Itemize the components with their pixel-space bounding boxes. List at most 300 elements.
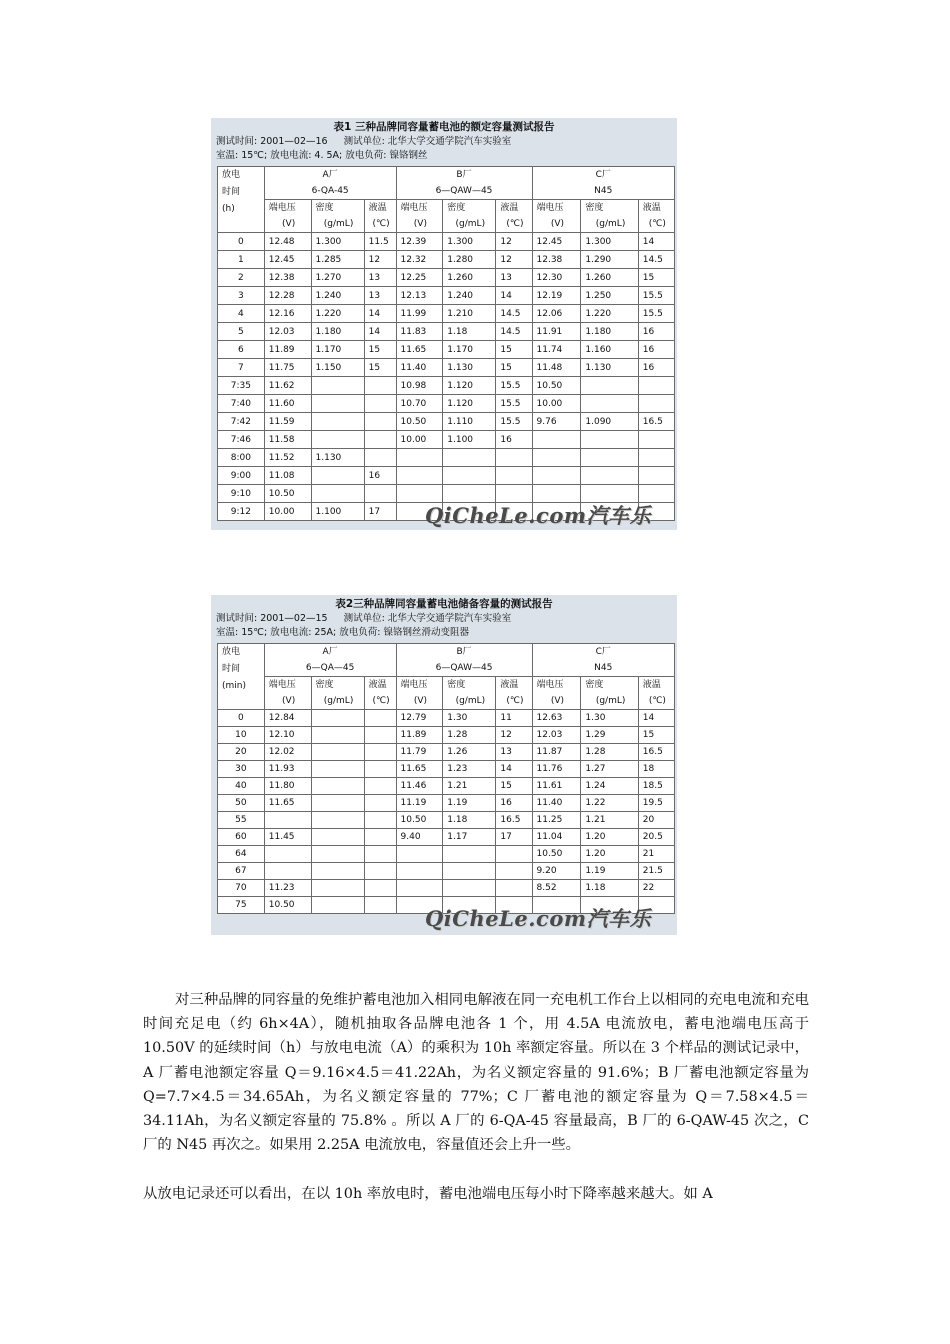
value-cell: 12.48	[264, 233, 311, 251]
time-cell: 67	[218, 863, 265, 880]
value-cell	[311, 863, 364, 880]
value-cell: 1.180	[311, 323, 364, 341]
subheader-label: 液温	[368, 680, 387, 690]
value-cell: 1.17	[443, 829, 496, 846]
value-cell: 12.45	[264, 251, 311, 269]
time-header-text: 放电	[222, 170, 241, 180]
subheader-unit: (g/mL)	[595, 219, 626, 229]
value-cell	[638, 449, 674, 467]
subheader-label: 端电压	[536, 680, 564, 690]
value-cell: 11.65	[264, 795, 311, 812]
value-cell: 1.19	[443, 795, 496, 812]
table-row	[218, 812, 675, 829]
subheader-label: 密度	[447, 203, 466, 213]
value-cell	[311, 795, 364, 812]
value-cell: 1.18	[443, 812, 496, 829]
value-cell	[311, 744, 364, 761]
value-cell	[311, 395, 364, 413]
subheader-unit: (g/mL)	[595, 696, 626, 706]
subheader-cell	[396, 677, 443, 710]
value-cell: 11.75	[264, 359, 311, 377]
value-cell	[396, 863, 443, 880]
value-cell: 12.16	[264, 305, 311, 323]
table2-title: 表2三种品牌同容量蓄电池储备容量的测试报告	[335, 598, 553, 610]
body-paragraph: 对三种品牌的同容量的免维护蓄电池加入相同电解液在同一充电机工作台上以相同的充电电流和充电时间充足电（约 6h×4A），随机抽取各品牌电池各 1 个，用 4.5A 电流放电，蓄电池端电压高于 10.50V 的延续时间（h）与放电电流（A）的乘积为 10h 率额定容量。所以在 3 个样品的测试记录中，A 厂蓄电池额定容量 Q＝9.16×4.5＝41.22Ah，为名义额定容量的 91.6%；B 厂蓄电池额定容量为 Q=7.7×4.5＝34.65Ah，为名义额定容量的 77%；C 厂蓄电池的额定容量为 Q＝7.58×4.5＝34.11Ah，为名义额定容量的 75.8% 。所以 A 厂的 6-QA-45 容量最高，B 厂的 6-QAW-45 次之，C 厂的 N45 再次之。如果用 2.25A 电流放电，容量值还会上升一些。	[143, 992, 809, 1154]
brand-model: 6-QA-45	[311, 186, 349, 196]
value-cell	[443, 467, 496, 485]
value-cell: 14	[364, 305, 396, 323]
value-cell: 12.19	[532, 287, 581, 305]
table-row	[218, 710, 675, 727]
subheader-label: 密度	[585, 680, 604, 690]
value-cell: 16	[638, 341, 674, 359]
subheader-label: 密度	[585, 203, 604, 213]
value-cell	[311, 431, 364, 449]
subheader-unit: (V)	[282, 696, 296, 706]
subheader-cell	[364, 200, 396, 233]
value-cell: 12.45	[532, 233, 581, 251]
subheader-unit: (V)	[413, 696, 427, 706]
brand-name: B厂	[456, 170, 472, 180]
value-cell: 12.39	[396, 233, 443, 251]
value-cell	[364, 727, 396, 744]
value-cell: 1.260	[443, 269, 496, 287]
value-cell: 14	[638, 233, 674, 251]
time-cell: 0	[218, 233, 265, 251]
value-cell: 1.240	[443, 287, 496, 305]
brand-name: A厂	[322, 647, 338, 657]
watermark-logo: QiCheLe.com汽车乐	[425, 503, 652, 528]
subheader-cell	[443, 200, 496, 233]
subheader-cell	[396, 200, 443, 233]
subheader-unit: (V)	[282, 219, 296, 229]
value-cell	[364, 485, 396, 503]
value-cell: 10.00	[264, 503, 311, 521]
value-cell	[311, 829, 364, 846]
subheader-unit: (℃)	[648, 219, 666, 229]
value-cell	[364, 795, 396, 812]
value-cell: 1.110	[443, 413, 496, 431]
value-cell: 11.76	[532, 761, 581, 778]
subheader-cell	[532, 200, 581, 233]
subheader-cell	[496, 200, 532, 233]
brand-model: N45	[594, 186, 613, 196]
value-cell: 20.5	[638, 829, 674, 846]
value-cell: 17	[364, 503, 396, 521]
value-cell: 11.52	[264, 449, 311, 467]
value-cell	[364, 761, 396, 778]
value-cell	[581, 467, 638, 485]
table1-title: 表1 三种品牌同容量蓄电池的额定容量测试报告	[333, 121, 555, 133]
time-cell: 7:40	[218, 395, 265, 413]
time-cell: 30	[218, 761, 265, 778]
value-cell: 1.130	[443, 359, 496, 377]
subheader-label: 液温	[642, 680, 661, 690]
table-row	[218, 467, 675, 485]
table-row	[218, 269, 675, 287]
value-cell	[496, 449, 532, 467]
value-cell	[443, 863, 496, 880]
subheader-row	[218, 200, 675, 233]
value-cell: 18.5	[638, 778, 674, 795]
value-cell: 11.93	[264, 761, 311, 778]
time-header-text: 时间	[222, 664, 241, 674]
subheader-unit: (g/mL)	[455, 696, 486, 706]
value-cell: 1.28	[581, 744, 638, 761]
value-cell: 14	[496, 287, 532, 305]
body-paragraph-continued: 从放电记录还可以看出，在以 10h 率放电时，蓄电池端电压每小时下降率越来越大。如 A	[143, 1186, 713, 1202]
table-row	[218, 359, 675, 377]
value-cell	[496, 863, 532, 880]
subheader-cell	[443, 677, 496, 710]
value-cell	[311, 710, 364, 727]
value-cell	[264, 846, 311, 863]
value-cell: 13	[364, 287, 396, 305]
value-cell: 11.99	[396, 305, 443, 323]
value-cell: 12.38	[264, 269, 311, 287]
table1-grid	[217, 166, 675, 521]
time-cell: 6	[218, 341, 265, 359]
brand-header-cell	[532, 644, 674, 677]
value-cell	[638, 377, 674, 395]
time-cell: 70	[218, 880, 265, 897]
value-cell: 1.20	[581, 846, 638, 863]
time-header-text: (h)	[222, 204, 235, 214]
value-cell: 18	[638, 761, 674, 778]
value-cell: 16	[496, 431, 532, 449]
value-cell: 1.280	[443, 251, 496, 269]
value-cell	[581, 431, 638, 449]
value-cell: 15.5	[638, 305, 674, 323]
value-cell	[364, 377, 396, 395]
table1-info-line2: 室温: 15℃; 放电电流: 4. 5A; 放电负荷: 镍铬钢丝	[216, 150, 428, 161]
value-cell: 11.23	[264, 880, 311, 897]
value-cell: 12	[496, 233, 532, 251]
value-cell: 14	[364, 323, 396, 341]
value-cell: 1.130	[581, 359, 638, 377]
table1-figure	[211, 118, 677, 530]
time-header-cell	[218, 644, 265, 710]
value-cell: 16	[638, 359, 674, 377]
value-cell: 11.83	[396, 323, 443, 341]
header-row	[218, 644, 675, 677]
value-cell	[532, 467, 581, 485]
value-cell: 12.25	[396, 269, 443, 287]
subheader-unit: (℃)	[372, 696, 390, 706]
value-cell: 10.50	[532, 846, 581, 863]
value-cell: 1.30	[443, 710, 496, 727]
value-cell: 12.02	[264, 744, 311, 761]
value-cell	[311, 377, 364, 395]
value-cell: 11.61	[532, 778, 581, 795]
value-cell: 15.5	[638, 287, 674, 305]
value-cell	[638, 395, 674, 413]
table-row	[218, 233, 675, 251]
value-cell: 16	[496, 795, 532, 812]
subheader-cell	[364, 677, 396, 710]
brand-header-cell	[396, 167, 532, 200]
value-cell: 15.5	[496, 377, 532, 395]
header-row	[218, 167, 675, 200]
value-cell	[443, 449, 496, 467]
value-cell: 12.06	[532, 305, 581, 323]
value-cell	[364, 880, 396, 897]
value-cell	[311, 413, 364, 431]
table-row	[218, 449, 675, 467]
value-cell: 12.13	[396, 287, 443, 305]
table2-grid	[217, 643, 675, 914]
value-cell: 1.270	[311, 269, 364, 287]
table2-figure	[211, 595, 677, 935]
value-cell	[364, 829, 396, 846]
value-cell: 1.220	[581, 305, 638, 323]
table-row	[218, 287, 675, 305]
subheader-unit: (g/mL)	[323, 219, 354, 229]
brand-model: 6—QAW—45	[435, 186, 493, 196]
brand-name: A厂	[322, 170, 338, 180]
table1-info-line1	[214, 135, 674, 149]
value-cell: 1.170	[443, 341, 496, 359]
value-cell: 15	[638, 727, 674, 744]
value-cell: 1.20	[581, 829, 638, 846]
value-cell	[581, 377, 638, 395]
value-cell: 1.21	[581, 812, 638, 829]
subheader-cell	[264, 677, 311, 710]
value-cell: 10.00	[396, 431, 443, 449]
subheader-label: 液温	[642, 203, 661, 213]
subheader-cell	[532, 677, 581, 710]
value-cell: 12	[364, 251, 396, 269]
value-cell: 15.5	[496, 395, 532, 413]
value-cell	[364, 413, 396, 431]
time-cell: 60	[218, 829, 265, 846]
value-cell: 15.5	[496, 413, 532, 431]
value-cell: 1.18	[581, 880, 638, 897]
value-cell: 1.300	[311, 233, 364, 251]
value-cell: 1.100	[443, 431, 496, 449]
value-cell: 1.300	[581, 233, 638, 251]
value-cell: 10.50	[396, 413, 443, 431]
subheader-unit: (g/mL)	[323, 696, 354, 706]
value-cell: 16.5	[638, 413, 674, 431]
value-cell	[396, 449, 443, 467]
time-cell: 1	[218, 251, 265, 269]
table-row	[218, 863, 675, 880]
table2-info-line1	[214, 612, 674, 626]
value-cell	[364, 897, 396, 914]
subheader-cell	[264, 200, 311, 233]
value-cell	[532, 431, 581, 449]
value-cell: 11.46	[396, 778, 443, 795]
brand-name: C厂	[595, 647, 611, 657]
value-cell: 12.10	[264, 727, 311, 744]
table-row	[218, 846, 675, 863]
time-cell: 7:46	[218, 431, 265, 449]
subheader-label: 密度	[315, 203, 334, 213]
value-cell: 1.30	[581, 710, 638, 727]
value-cell: 12.03	[532, 727, 581, 744]
value-cell: 9.20	[532, 863, 581, 880]
value-cell: 1.260	[581, 269, 638, 287]
value-cell: 1.160	[581, 341, 638, 359]
value-cell: 1.23	[443, 761, 496, 778]
time-cell: 55	[218, 812, 265, 829]
time-cell: 9:12	[218, 503, 265, 521]
watermark-logo: QiCheLe.com汽车乐	[425, 906, 652, 931]
value-cell: 14	[496, 761, 532, 778]
value-cell: 12	[496, 251, 532, 269]
time-header-text: 时间	[222, 187, 241, 197]
value-cell: 1.27	[581, 761, 638, 778]
value-cell: 11	[496, 710, 532, 727]
brand-header-cell	[264, 644, 396, 677]
value-cell	[311, 485, 364, 503]
value-cell: 1.130	[311, 449, 364, 467]
time-cell: 7	[218, 359, 265, 377]
value-cell: 1.240	[311, 287, 364, 305]
value-cell: 16.5	[638, 744, 674, 761]
time-cell: 20	[218, 744, 265, 761]
value-cell: 1.22	[581, 795, 638, 812]
value-cell: 11.58	[264, 431, 311, 449]
table-row	[218, 323, 675, 341]
time-header-cell	[218, 167, 265, 233]
value-cell: 12.84	[264, 710, 311, 727]
value-cell: 16.5	[496, 812, 532, 829]
value-cell: 1.120	[443, 395, 496, 413]
brand-header-cell	[396, 644, 532, 677]
value-cell: 9.40	[396, 829, 443, 846]
value-cell: 20	[638, 812, 674, 829]
brand-model: 6—QAW—45	[435, 663, 493, 673]
table-row	[218, 778, 675, 795]
value-cell: 1.100	[311, 503, 364, 521]
value-cell	[264, 812, 311, 829]
value-cell	[364, 863, 396, 880]
subheader-cell	[638, 200, 674, 233]
time-cell: 5	[218, 323, 265, 341]
value-cell: 1.28	[443, 727, 496, 744]
value-cell: 10.50	[264, 485, 311, 503]
value-cell: 12.03	[264, 323, 311, 341]
value-cell	[496, 467, 532, 485]
subheader-label: 端电压	[268, 680, 296, 690]
time-cell: 64	[218, 846, 265, 863]
value-cell: 11.89	[264, 341, 311, 359]
subheader-unit: (V)	[550, 219, 565, 229]
value-cell	[396, 846, 443, 863]
value-cell: 1.300	[443, 233, 496, 251]
subheader-unit: (V)	[550, 696, 565, 706]
value-cell: 11.87	[532, 744, 581, 761]
subheader-unit: (℃)	[506, 219, 524, 229]
value-cell: 1.180	[581, 323, 638, 341]
value-cell: 16	[638, 323, 674, 341]
value-cell: 11.65	[396, 341, 443, 359]
value-cell	[638, 431, 674, 449]
subheader-label: 密度	[315, 680, 334, 690]
value-cell: 12.63	[532, 710, 581, 727]
value-cell: 19.5	[638, 795, 674, 812]
value-cell: 11.19	[396, 795, 443, 812]
value-cell: 10.50	[532, 377, 581, 395]
time-cell: 2	[218, 269, 265, 287]
value-cell: 1.21	[443, 778, 496, 795]
table-row	[218, 761, 675, 778]
value-cell	[311, 897, 364, 914]
value-cell	[496, 846, 532, 863]
value-cell: 16	[364, 467, 396, 485]
value-cell: 8.52	[532, 880, 581, 897]
value-cell: 1.18	[443, 323, 496, 341]
value-cell: 12	[496, 727, 532, 744]
value-cell	[311, 812, 364, 829]
value-cell: 15	[496, 778, 532, 795]
table-row	[218, 341, 675, 359]
table-row	[218, 795, 675, 812]
subheader-label: 端电压	[400, 680, 428, 690]
value-cell: 11.5	[364, 233, 396, 251]
time-cell: 7:35	[218, 377, 265, 395]
value-cell: 11.79	[396, 744, 443, 761]
value-cell: 11.89	[396, 727, 443, 744]
brand-model: N45	[594, 663, 613, 673]
value-cell	[364, 744, 396, 761]
subheader-cell	[581, 677, 638, 710]
value-cell: 21	[638, 846, 674, 863]
value-cell: 14	[638, 710, 674, 727]
subheader-unit: (g/mL)	[455, 219, 486, 229]
value-cell: 11.25	[532, 812, 581, 829]
table1-test-unit: 测试单位: 北华大学交通学院汽车实验室	[343, 136, 512, 147]
value-cell: 11.08	[264, 467, 311, 485]
value-cell: 15	[638, 269, 674, 287]
value-cell: 14.5	[638, 251, 674, 269]
value-cell	[364, 846, 396, 863]
value-cell: 1.090	[581, 413, 638, 431]
value-cell: 1.170	[311, 341, 364, 359]
value-cell: 1.26	[443, 744, 496, 761]
table-row	[218, 377, 675, 395]
value-cell	[311, 761, 364, 778]
value-cell: 15	[496, 359, 532, 377]
value-cell	[311, 880, 364, 897]
brand-name: C厂	[595, 170, 611, 180]
subheader-label: 密度	[447, 680, 466, 690]
value-cell	[532, 449, 581, 467]
value-cell: 10.50	[264, 897, 311, 914]
value-cell	[396, 880, 443, 897]
value-cell: 17	[496, 829, 532, 846]
value-cell: 11.74	[532, 341, 581, 359]
table-row	[218, 305, 675, 323]
value-cell: 21.5	[638, 863, 674, 880]
brand-header-cell	[532, 167, 675, 200]
value-cell	[364, 395, 396, 413]
table-row	[218, 251, 675, 269]
subheader-row	[218, 677, 675, 710]
subheader-label: 端电压	[400, 203, 428, 213]
value-cell: 1.285	[311, 251, 364, 269]
time-header-text: 放电	[222, 647, 241, 657]
value-cell: 1.220	[311, 305, 364, 323]
value-cell: 14.5	[496, 305, 532, 323]
value-cell: 11.80	[264, 778, 311, 795]
time-cell: 8:00	[218, 449, 265, 467]
subheader-unit: (V)	[413, 219, 427, 229]
time-cell: 9:00	[218, 467, 265, 485]
table2-test-date: 测试时间: 2001—02—15	[216, 613, 328, 624]
